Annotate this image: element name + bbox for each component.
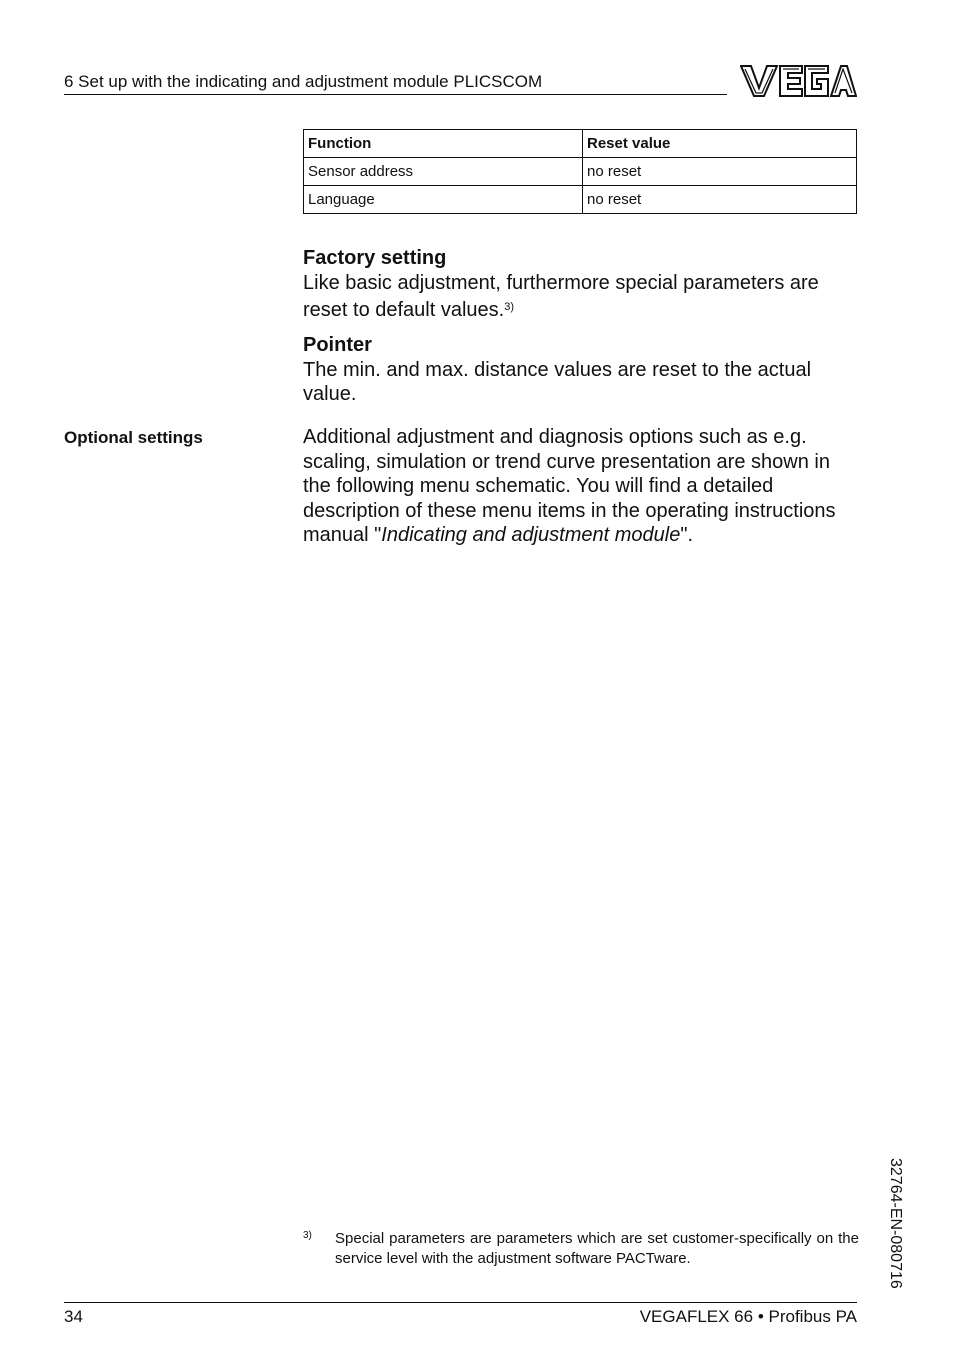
factory-setting-title: Factory setting: [303, 247, 447, 269]
pointer-text: The min. and max. distance values are reset to the actual value.: [303, 358, 812, 405]
table-cell: no reset: [583, 186, 857, 214]
factory-setting-text: Like basic adjustment, furthermore special parameters are reset to default values.$^{3)}$: [303, 271, 819, 321]
document-code: 32764-EN-080716: [887, 1158, 904, 1289]
footnote-mark: 3): [303, 1230, 312, 1241]
chapter-header: 6 Set up with the indicating and adjustment module PLICSCOM: [64, 72, 543, 91]
footnote-reference: 3): [504, 301, 515, 313]
table-row: [304, 186, 857, 214]
optional-settings-section: [303, 425, 859, 548]
page-number: 34: [64, 1307, 83, 1326]
table-cell: no reset: [583, 158, 857, 186]
footnote-text: Special parameters are parameters which are set customer-specifically on the service level with the adjustment software PACTware.: [335, 1230, 859, 1267]
table-row: [304, 158, 857, 186]
column-header-function: Function: [304, 130, 583, 158]
footer-title: VEGAFLEX 66 • Profibus PA: [639, 1307, 857, 1326]
table-cell: Language: [304, 186, 583, 214]
footnote: [303, 1229, 859, 1268]
header-rule: [64, 94, 727, 95]
optional-settings-label: Optional settings: [64, 428, 203, 447]
table-header-row: [304, 130, 857, 158]
optional-settings-text: Additional adjustment and diagnosis options such as e.g. scaling, simulation or trend curve presentation are shown in the following menu schematic. You will find a detailed description of these menu items in the operating instructions manual "Indicating and adjustment module".: [303, 426, 836, 546]
footer-rule: [64, 1302, 857, 1303]
column-header-reset-value: Reset value: [583, 130, 857, 158]
vega-logo: [740, 64, 857, 98]
table-cell: Sensor address: [304, 158, 583, 186]
pointer-title: Pointer: [303, 334, 372, 356]
factory-setting-section: [303, 246, 859, 323]
reset-table: [303, 129, 857, 214]
pointer-section: [303, 333, 859, 407]
manual-title: Indicating and adjustment module: [381, 524, 681, 546]
